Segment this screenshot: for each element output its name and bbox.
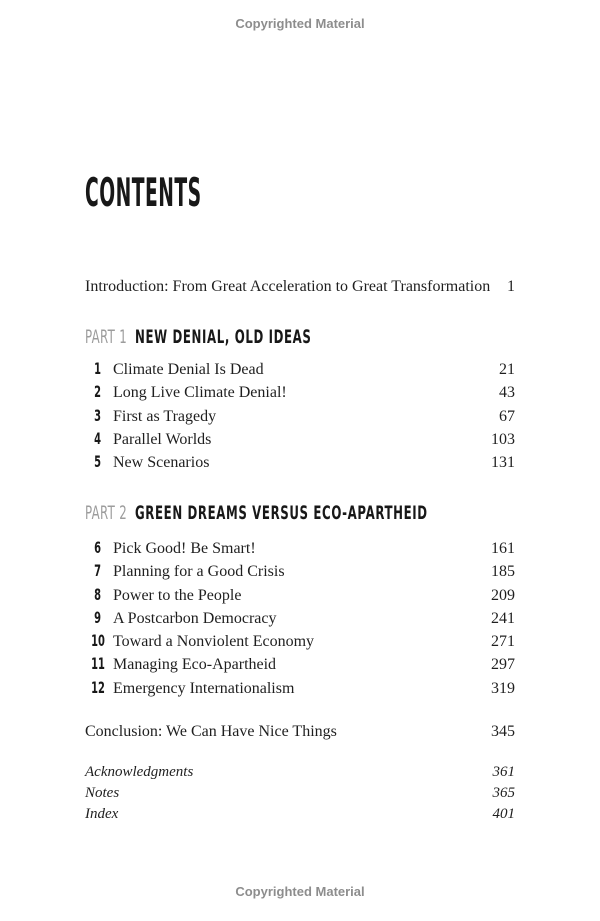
chapter-number: 2 <box>94 382 101 402</box>
copyright-notice-bottom: Copyrighted Material <box>235 884 365 899</box>
toc-row <box>85 583 515 606</box>
chapter-title: Long Live Climate Denial! <box>113 384 287 402</box>
toc-row <box>85 606 515 629</box>
toc-row-notes <box>85 783 515 804</box>
toc-row <box>85 536 515 559</box>
chapter-page-number: 319 <box>491 679 515 697</box>
chapter-title: Pick Good! Be Smart! <box>113 540 256 557</box>
entry-title: Acknowledgments <box>85 764 194 780</box>
part-2-heading <box>85 503 515 523</box>
chapter-number: 12 <box>91 677 105 697</box>
chapter-number: 11 <box>91 654 105 674</box>
chapter-page-number: 271 <box>491 633 515 651</box>
chapter-title: Toward a Nonviolent Economy <box>113 633 315 651</box>
copyright-notice-top: Copyrighted Material <box>235 16 365 31</box>
chapter-page-number: 21 <box>499 361 515 378</box>
chapter-number: 6 <box>94 538 101 557</box>
chapter-number: 8 <box>94 584 101 604</box>
chapter-page-number: 131 <box>491 454 515 472</box>
entry-page-number: 361 <box>492 764 515 780</box>
toc-row <box>85 357 515 380</box>
entry-title: Conclusion: We Can Have Nice Things <box>85 723 337 740</box>
chapter-page-number: 241 <box>491 609 515 627</box>
toc-row <box>85 676 515 699</box>
toc-row <box>85 652 515 675</box>
part-2-label <box>85 503 135 523</box>
part-2-chapter-list <box>85 536 515 699</box>
part-2-title <box>135 503 600 523</box>
entry-title: Index <box>85 806 119 822</box>
chapter-page-number: 209 <box>491 586 515 604</box>
chapter-title: Climate Denial Is Dead <box>113 361 264 378</box>
part-1-chapter-list <box>85 357 515 473</box>
part-1-heading <box>85 327 515 347</box>
chapter-title: Parallel Worlds <box>113 430 212 448</box>
toc-row <box>85 427 515 450</box>
part-1-label <box>85 327 135 347</box>
toc-row <box>85 450 515 473</box>
toc-entry-introduction <box>85 276 515 298</box>
chapter-page-number: 185 <box>491 563 515 581</box>
toc-row-index <box>85 804 515 825</box>
chapter-page-number: 161 <box>491 540 515 557</box>
back-matter-list <box>85 762 515 825</box>
chapter-title: Power to the People <box>113 586 242 604</box>
chapter-title: Planning for a Good Crisis <box>113 563 285 581</box>
part-1-title-text: NEW DENIAL, OLD IDEAS <box>135 326 312 348</box>
chapter-number: 1 <box>94 359 101 378</box>
toc-row-acknowledgments <box>85 762 515 783</box>
chapter-number: 10 <box>91 631 105 651</box>
part-2-title-text: GREEN DREAMS VERSUS ECO-APARTHEID <box>135 502 428 524</box>
toc-row <box>85 629 515 652</box>
chapter-number: 3 <box>94 405 101 425</box>
chapter-title: First as Tragedy <box>113 407 217 425</box>
chapter-number: 5 <box>94 452 101 472</box>
toc-entry-conclusion <box>85 721 515 743</box>
page-title-text: CONTENTS <box>85 171 202 216</box>
chapter-title: Emergency Internationalism <box>113 679 295 697</box>
entry-title: Introduction: From Great Acceleration to Great Transformation <box>85 278 491 295</box>
chapter-number: 9 <box>94 607 101 627</box>
entry-page-number: 401 <box>492 806 515 822</box>
chapter-number: 7 <box>94 561 101 581</box>
entry-page-number: 345 <box>491 723 515 740</box>
part-1-title <box>135 327 420 347</box>
chapter-title: New Scenarios <box>113 454 210 472</box>
toc-row <box>85 380 515 403</box>
entry-title: Notes <box>85 785 120 801</box>
chapter-page-number: 103 <box>491 430 515 448</box>
page-title <box>85 172 328 216</box>
entry-page-number: 1 <box>507 278 515 295</box>
chapter-title: A Postcarbon Democracy <box>113 609 277 627</box>
toc-row <box>85 404 515 427</box>
toc-row <box>85 559 515 582</box>
part-1-label-text: PART 1 <box>85 326 128 348</box>
part-2-label-text: PART 2 <box>85 502 128 524</box>
chapter-page-number: 67 <box>499 407 515 425</box>
chapter-page-number: 297 <box>491 656 515 674</box>
entry-page-number: 365 <box>492 785 515 801</box>
chapter-title: Managing Eco-Apartheid <box>113 656 277 674</box>
chapter-page-number: 43 <box>499 384 515 402</box>
chapter-number: 4 <box>94 428 101 448</box>
